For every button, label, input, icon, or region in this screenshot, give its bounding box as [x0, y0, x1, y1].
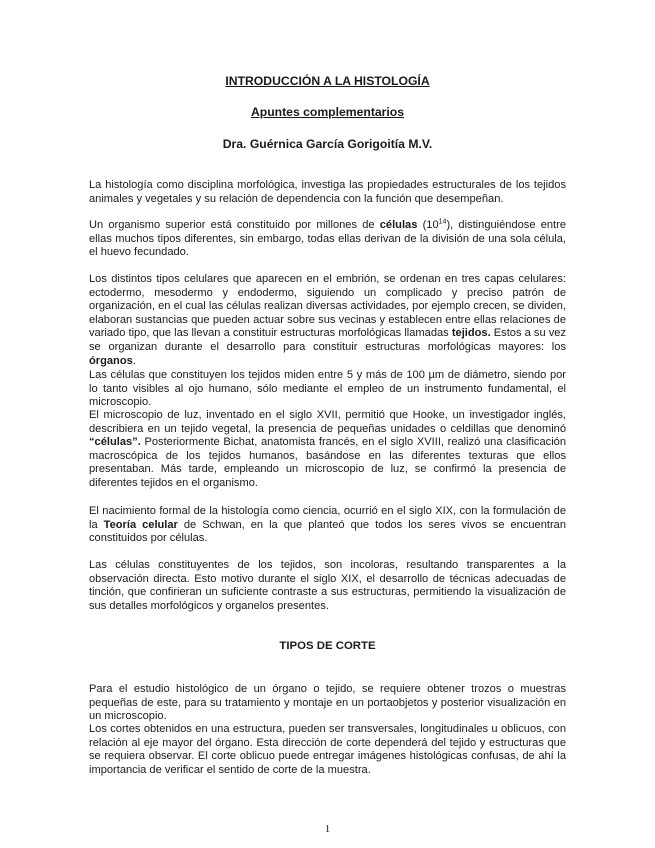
page-number: 1 — [324, 823, 331, 835]
paragraph-7: Las células constituyentes de los tejidos, son incoloras, resultando transparentes a la observación directa. Esto motivo durante el siglo XIX, el desarrollo de técnicas adecuadas de tinción, que confirieran un suficiente contraste a sus estructuras, permitiendo la visualización de sus detalles morfológicos y organelos presentes. — [89, 559, 566, 612]
document-author: Dra. Guérnica García Gorigoitía M.V. — [222, 137, 433, 151]
document-title: INTRODUCCIÓN A LA HISTOLOGÍA — [225, 74, 430, 88]
paragraph-5: El microscopio de luz, inventado en el siglo XVII, permitió que Hooke, un investigador inglés, describiera en un tejido vegetal, la presencia de pequeñas unidades o celdillas que denominó “células”. Posteriormente Bichat, anatomista francés, en el siglo XVIII, realizó una clasificación macroscópica de los tejidos humanos, basándose en las diferentes texturas que ellos presentaban. Más tarde, empleando un microscopio de luz, se confirmó la presencia de diferentes tejidos en el organismo. — [89, 409, 566, 489]
bold-term-tejidos: tejidos. — [451, 327, 491, 340]
bold-term-celulas-quoted: “células”. — [89, 436, 141, 449]
paragraph-3: Los distintos tipos celulares que aparecen en el embrión, se ordenan en tres capas celulares: ectodermo, mesodermo y endodermo, siguiendo un complicado y preciso patrón de organización, en el cual las células realizan diversas actividades, por ejemplo crecen, se dividen, elaboran sustancias que pueden actuar sobre sus vecinas y establecen entre ellas relaciones de variado tipo, que las llevan a constituir estructuras morfológicas llamadas tejidos. Estos a su vez se organizan durante el desarrollo para constituir estructuras morfológicas mayores: los órganos. — [89, 273, 566, 367]
bold-term-teoria-celular: Teoría celular — [103, 518, 178, 531]
paragraph-2: Un organismo superior está constituido por millones de células $(10^{14})$, distinguiéndose entre ellas muchos tipos diferentes, sin embargo, todas ellas derivan de la división de una sola célula, el huevo fecundado. — [89, 218, 567, 259]
paragraph-4: Las células que constituyen los tejidos miden entre 5 y más de 100 µm de diámetro, siendo por lo tanto visibles al ojo humano, sólo mediante el empleo de un instrumento fundamental, el microscopio. — [89, 369, 566, 409]
paragraph-6: El nacimiento formal de la histología como ciencia, ocurrió en el siglo XIX, con la formulación de la Teoría celular de Schwan, en la que planteó que todos los seres vivos se encuentran constituidos por células. — [89, 505, 566, 545]
document-subtitle: Apuntes complementarios — [250, 105, 405, 119]
paragraph-1: La histología como disciplina morfológica, investiga las propiedades estructurales de los tejidos animales y vegetales y su relación de dependencia con la función que desempeñan. — [89, 179, 566, 205]
paragraph-9: Los cortes obtenidos en una estructura, pueden ser transversales, longitudinales u oblicuos, con relación al eje mayor del órgano. Esta dirección de corte dependerá del tejido y estructuras que se requiera observar. El corte oblicuo puede entregar imágenes histológicas confusas, de ahí la importancia de verificar el sentido de corte de la muestra. — [89, 723, 566, 776]
section-title-tipos-de-corte: TIPOS DE CORTE — [279, 640, 376, 652]
paragraph-8: Para el estudio histológico de un órgano o tejido, se requiere obtener trozos o muestras pequeñas de este, para su tratamiento y montaje en un portaobjetos y posterior visualización en un microscopio. — [89, 683, 566, 723]
bold-term-celulas: células — [379, 219, 418, 231]
superscript-exponent: 14 — [438, 218, 447, 226]
bold-term-organos: órganos — [89, 354, 133, 367]
